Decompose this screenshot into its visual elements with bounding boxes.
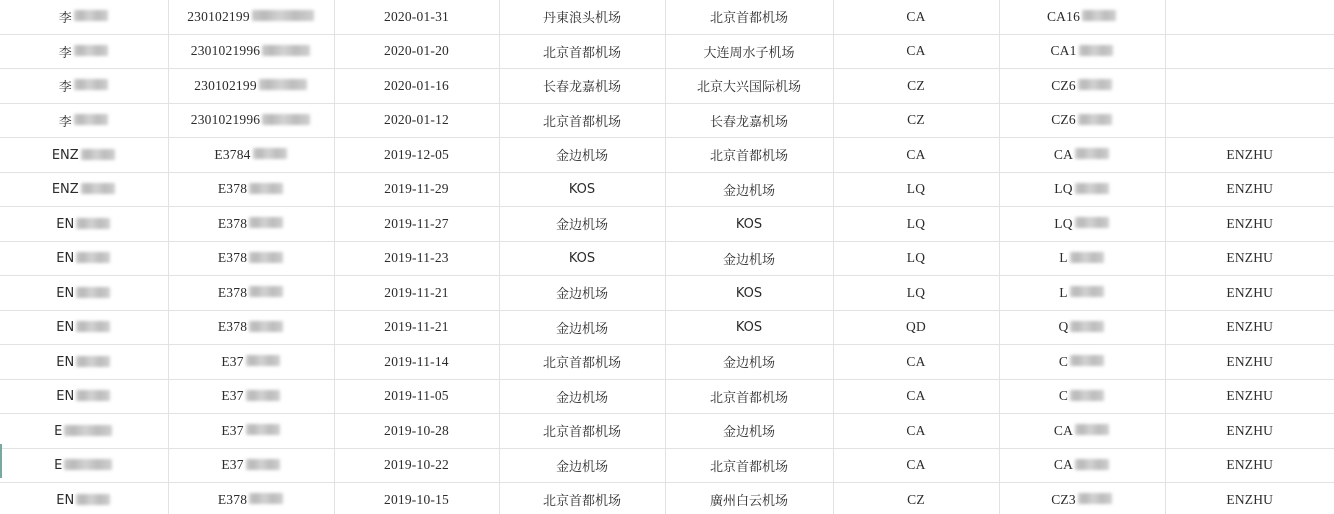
- table-row[interactable]: [0, 448, 1334, 483]
- airline-code-cell-text: LQ: [906, 215, 926, 231]
- departure-airport-cell: [499, 448, 665, 483]
- flight-number-cell: [999, 0, 1165, 34]
- passenger-name-cell-text: EN: [56, 389, 75, 405]
- operator-code-cell: [1165, 414, 1334, 449]
- flight-number-cell-text: CA: [1053, 422, 1074, 438]
- flight-number-cell-text: C: [1058, 353, 1069, 369]
- arrival-airport-cell-text: KOS: [735, 285, 763, 301]
- arrival-airport-cell: [665, 207, 833, 242]
- id-number-cell: [168, 207, 334, 242]
- operator-code-cell: [1165, 448, 1334, 483]
- arrival-airport-cell-text: 金边机场: [722, 356, 775, 372]
- arrival-airport-cell: [665, 69, 833, 104]
- table-row[interactable]: [0, 69, 1334, 104]
- id-number-cell: [168, 34, 334, 69]
- flight-date-cell-text: 2019-11-27: [384, 215, 449, 231]
- passenger-name-cell-text: EN: [56, 251, 75, 267]
- passenger-name-cell: [0, 241, 168, 276]
- flight-date-cell-text: 2020-01-20: [384, 43, 449, 59]
- id-number-cell-text: E37: [221, 422, 244, 438]
- departure-airport-cell: [499, 138, 665, 173]
- airline-code-cell-text: CA: [906, 8, 926, 24]
- redaction-block: [64, 459, 112, 470]
- arrival-airport-cell-text: 长春龙嘉机场: [709, 114, 788, 130]
- departure-airport-cell-text: 金边机场: [555, 459, 608, 475]
- airline-code-cell: [833, 448, 999, 483]
- id-number-cell: [168, 172, 334, 207]
- flight-date-cell: [334, 276, 499, 311]
- table-row[interactable]: [0, 34, 1334, 69]
- flight-number-cell: [999, 345, 1165, 380]
- operator-code-cell: [1165, 379, 1334, 414]
- flight-number-cell-text: CA: [1053, 146, 1074, 162]
- flight-date-cell-text: 2019-11-14: [384, 353, 449, 369]
- passenger-name-cell: [0, 448, 168, 483]
- arrival-airport-cell: [665, 310, 833, 345]
- arrival-airport-cell-text: 廣州白云机场: [709, 494, 788, 510]
- departure-airport-cell: [499, 172, 665, 207]
- redaction-block: [1078, 79, 1112, 90]
- table-row[interactable]: [0, 345, 1334, 380]
- arrival-airport-cell-text: 北京首都机场: [709, 11, 788, 27]
- passenger-name-cell-text: 李: [58, 80, 72, 96]
- flight-number-cell: [999, 69, 1165, 104]
- departure-airport-cell: [499, 0, 665, 34]
- redaction-block: [76, 218, 110, 229]
- flight-number-cell-text: C: [1058, 388, 1069, 404]
- arrival-airport-cell: [665, 345, 833, 380]
- arrival-airport-cell: [665, 172, 833, 207]
- flight-date-cell-text: 2019-11-21: [384, 319, 449, 335]
- id-number-cell-text: 2301021996: [190, 43, 261, 59]
- passenger-name-cell-text: E: [54, 458, 63, 474]
- redaction-block: [262, 114, 310, 125]
- departure-airport-cell-text: 丹東浪头机场: [542, 11, 621, 27]
- airline-code-cell: [833, 69, 999, 104]
- flight-number-cell: [999, 379, 1165, 414]
- id-number-cell: [168, 379, 334, 414]
- table-row[interactable]: [0, 138, 1334, 173]
- airline-code-cell-text: CA: [906, 353, 926, 369]
- id-number-cell-text: E37: [221, 353, 244, 369]
- flight-number-cell: [999, 34, 1165, 69]
- flight-date-cell-text: 2019-10-15: [384, 491, 449, 507]
- table-row[interactable]: [0, 103, 1334, 138]
- passenger-name-cell-text: EN: [56, 492, 75, 508]
- departure-airport-cell-text: 北京首都机场: [542, 425, 621, 441]
- departure-airport-cell: [499, 103, 665, 138]
- passenger-name-cell-text: EN: [56, 320, 75, 336]
- id-number-cell-text: E378: [217, 250, 248, 266]
- arrival-airport-cell-text: KOS: [735, 216, 763, 232]
- id-number-cell: [168, 448, 334, 483]
- redaction-block: [81, 149, 115, 160]
- flight-date-cell: [334, 172, 499, 207]
- flight-number-cell: [999, 241, 1165, 276]
- flight-date-cell: [334, 103, 499, 138]
- redaction-block: [1070, 286, 1104, 297]
- flight-number-cell: [999, 276, 1165, 311]
- airline-code-cell-text: LQ: [906, 181, 926, 197]
- flight-number-cell: [999, 310, 1165, 345]
- table-row[interactable]: [0, 276, 1334, 311]
- arrival-airport-cell-text: 北京首都机场: [709, 390, 788, 406]
- passenger-name-cell-text: 李: [58, 11, 72, 27]
- departure-airport-cell-text: 北京首都机场: [542, 356, 621, 372]
- flight-date-cell: [334, 483, 499, 514]
- passenger-name-cell-text: ENZ: [51, 147, 79, 163]
- redaction-block: [262, 45, 310, 56]
- flight-date-cell-text: 2019-12-05: [384, 146, 449, 162]
- departure-airport-cell: [499, 241, 665, 276]
- flight-number-cell: [999, 483, 1165, 514]
- departure-airport-cell-text: 长春龙嘉机场: [542, 80, 621, 96]
- airline-code-cell: [833, 241, 999, 276]
- flight-number-cell: [999, 414, 1165, 449]
- operator-code-cell-text: ENZHU: [1226, 457, 1274, 473]
- redaction-block: [74, 114, 108, 125]
- redaction-block: [76, 356, 110, 367]
- arrival-airport-cell: [665, 138, 833, 173]
- flight-date-cell-text: 2019-11-29: [384, 181, 449, 197]
- operator-code-cell: [1165, 207, 1334, 242]
- flight-date-cell-text: 2019-10-22: [384, 457, 449, 473]
- redaction-block: [1082, 10, 1116, 21]
- departure-airport-cell: [499, 345, 665, 380]
- flight-date-cell-text: 2019-11-23: [384, 250, 449, 266]
- airline-code-cell: [833, 172, 999, 207]
- flight-date-cell-text: 2019-11-05: [384, 388, 449, 404]
- redaction-block: [1075, 148, 1109, 159]
- table-row[interactable]: [0, 207, 1334, 242]
- flight-number-cell: [999, 172, 1165, 207]
- departure-airport-cell-text: 金边机场: [555, 287, 608, 303]
- id-number-cell: [168, 69, 334, 104]
- id-number-cell-text: E378: [217, 284, 248, 300]
- passenger-name-cell-text: E: [54, 423, 63, 439]
- id-number-cell-text: 2301021996: [190, 112, 261, 128]
- airline-code-cell: [833, 34, 999, 69]
- operator-code-cell: [1165, 69, 1334, 104]
- airline-code-cell-text: CA: [906, 388, 926, 404]
- redaction-block: [74, 45, 108, 56]
- passenger-name-cell: [0, 207, 168, 242]
- id-number-cell-text: E37: [221, 388, 244, 404]
- redaction-block: [76, 287, 110, 298]
- passenger-name-cell: [0, 34, 168, 69]
- passenger-name-cell-text: 李: [58, 45, 72, 61]
- flight-date-cell: [334, 241, 499, 276]
- id-number-cell: [168, 138, 334, 173]
- flight-number-cell: [999, 103, 1165, 138]
- departure-airport-cell: [499, 69, 665, 104]
- arrival-airport-cell-text: 金边机场: [722, 183, 775, 199]
- arrival-airport-cell: [665, 379, 833, 414]
- table-row[interactable]: [0, 0, 1334, 34]
- operator-code-cell-text: ENZHU: [1226, 181, 1274, 197]
- flight-date-cell-text: 2019-11-21: [384, 284, 449, 300]
- flight-date-cell-text: 2020-01-31: [384, 8, 449, 24]
- passenger-name-cell: [0, 379, 168, 414]
- id-number-cell-text: E378: [217, 491, 248, 507]
- id-number-cell: [168, 310, 334, 345]
- flight-date-cell: [334, 310, 499, 345]
- passenger-name-cell: [0, 310, 168, 345]
- operator-code-cell: [1165, 276, 1334, 311]
- operator-code-cell: [1165, 103, 1334, 138]
- redaction-block: [76, 494, 110, 505]
- airline-code-cell: [833, 379, 999, 414]
- redaction-block: [76, 390, 110, 401]
- flight-date-cell: [334, 69, 499, 104]
- operator-code-cell-text: ENZHU: [1226, 353, 1274, 369]
- operator-code-cell: [1165, 138, 1334, 173]
- id-number-cell: [168, 414, 334, 449]
- redaction-block: [74, 79, 108, 90]
- airline-code-cell-text: CA: [906, 146, 926, 162]
- passenger-name-cell: [0, 483, 168, 514]
- flight-number-cell-text: CZ3: [1051, 491, 1076, 507]
- passenger-name-cell-text: EN: [56, 354, 75, 370]
- table-row[interactable]: [0, 414, 1334, 449]
- redaction-block: [249, 183, 283, 194]
- flight-number-cell-text: Q: [1058, 319, 1069, 335]
- flight-number-cell-text: L: [1059, 250, 1068, 266]
- passenger-name-cell: [0, 172, 168, 207]
- arrival-airport-cell-text: 北京首都机场: [709, 149, 788, 165]
- flight-date-cell: [334, 34, 499, 69]
- table-row[interactable]: [0, 379, 1334, 414]
- operator-code-cell: [1165, 310, 1334, 345]
- airline-code-cell: [833, 138, 999, 173]
- departure-airport-cell-text: 金边机场: [555, 149, 608, 165]
- airline-code-cell-text: CA: [906, 43, 926, 59]
- redaction-block: [1070, 355, 1104, 366]
- redaction-block: [1075, 459, 1109, 470]
- departure-airport-cell: [499, 207, 665, 242]
- airline-code-cell: [833, 414, 999, 449]
- airline-code-cell: [833, 276, 999, 311]
- redaction-block: [1079, 45, 1113, 56]
- id-number-cell: [168, 483, 334, 514]
- row-selection-marker: [0, 444, 2, 478]
- redaction-block: [1075, 217, 1109, 228]
- arrival-airport-cell: [665, 103, 833, 138]
- passenger-name-cell-text: ENZ: [51, 182, 79, 198]
- flight-number-cell-text: LQ: [1054, 215, 1073, 231]
- arrival-airport-cell-text: 北京首都机场: [709, 459, 788, 475]
- airline-code-cell: [833, 0, 999, 34]
- departure-airport-cell-text: KOS: [568, 182, 596, 198]
- id-number-cell: [168, 345, 334, 380]
- redaction-block: [252, 10, 314, 21]
- arrival-airport-cell: [665, 276, 833, 311]
- arrival-airport-cell-text: 北京大兴国际机场: [696, 80, 801, 96]
- id-number-cell: [168, 276, 334, 311]
- redaction-block: [246, 459, 280, 470]
- airline-code-cell: [833, 207, 999, 242]
- airline-code-cell: [833, 345, 999, 380]
- arrival-airport-cell: [665, 414, 833, 449]
- departure-airport-cell: [499, 414, 665, 449]
- flight-date-cell: [334, 207, 499, 242]
- passenger-name-cell: [0, 345, 168, 380]
- departure-airport-cell-text: 金边机场: [555, 321, 608, 337]
- passenger-name-cell: [0, 276, 168, 311]
- operator-code-cell: [1165, 483, 1334, 514]
- airline-code-cell-text: LQ: [906, 284, 926, 300]
- passenger-name-cell: [0, 138, 168, 173]
- flight-number-cell: [999, 448, 1165, 483]
- redaction-block: [1075, 183, 1109, 194]
- operator-code-cell-text: ENZHU: [1226, 146, 1274, 162]
- operator-code-cell: [1165, 241, 1334, 276]
- id-number-cell-text: 230102199: [194, 77, 257, 93]
- redaction-block: [76, 321, 110, 332]
- id-number-cell-text: E378: [217, 215, 248, 231]
- id-number-cell-text: E378: [217, 181, 248, 197]
- departure-airport-cell-text: 金边机场: [555, 218, 608, 234]
- airline-code-cell: [833, 310, 999, 345]
- arrival-airport-cell-text: KOS: [735, 320, 763, 336]
- redaction-block: [249, 321, 283, 332]
- redaction-block: [249, 286, 283, 297]
- redaction-block: [1070, 390, 1104, 401]
- redaction-block: [246, 424, 280, 435]
- redaction-block: [81, 183, 115, 194]
- departure-airport-cell: [499, 310, 665, 345]
- operator-code-cell-text: ENZHU: [1226, 388, 1274, 404]
- id-number-cell-text: E378: [217, 319, 248, 335]
- redaction-block: [1078, 114, 1112, 125]
- redaction-block: [64, 425, 112, 436]
- redaction-block: [249, 252, 283, 263]
- operator-code-cell-text: ENZHU: [1226, 422, 1274, 438]
- flight-number-cell-text: CA: [1053, 457, 1074, 473]
- id-number-cell: [168, 103, 334, 138]
- flight-date-cell: [334, 345, 499, 380]
- departure-airport-cell: [499, 483, 665, 514]
- arrival-airport-cell: [665, 448, 833, 483]
- arrival-airport-cell: [665, 483, 833, 514]
- arrival-airport-cell-text: 金边机场: [722, 425, 775, 441]
- flight-number-cell-text: L: [1059, 284, 1068, 300]
- operator-code-cell-text: ENZHU: [1226, 215, 1274, 231]
- flight-date-cell: [334, 138, 499, 173]
- passenger-name-cell: [0, 69, 168, 104]
- passenger-name-cell: [0, 0, 168, 34]
- table-row[interactable]: [0, 241, 1334, 276]
- redaction-block: [246, 355, 280, 366]
- airline-code-cell-text: QD: [906, 319, 926, 335]
- redaction-block: [1075, 424, 1109, 435]
- flight-number-cell-text: CA1: [1050, 43, 1077, 59]
- redaction-block: [1078, 493, 1112, 504]
- operator-code-cell-text: ENZHU: [1226, 284, 1274, 300]
- flight-date-cell-text: 2020-01-16: [384, 77, 449, 93]
- departure-airport-cell-text: 北京首都机场: [542, 45, 621, 61]
- passenger-name-cell-text: EN: [56, 285, 75, 301]
- flight-date-cell: [334, 379, 499, 414]
- departure-airport-cell: [499, 276, 665, 311]
- flight-number-cell-text: CZ6: [1051, 77, 1076, 93]
- arrival-airport-cell: [665, 241, 833, 276]
- departure-airport-cell-text: 北京首都机场: [542, 494, 621, 510]
- table-row[interactable]: [0, 172, 1334, 207]
- departure-airport-cell: [499, 379, 665, 414]
- flight-date-cell: [334, 0, 499, 34]
- flight-number-cell: [999, 138, 1165, 173]
- redaction-block: [1070, 321, 1104, 332]
- departure-airport-cell-text: KOS: [568, 251, 596, 267]
- departure-airport-cell-text: 金边机场: [555, 390, 608, 406]
- passenger-name-cell-text: 李: [58, 114, 72, 130]
- redaction-block: [259, 79, 307, 90]
- flight-date-cell-text: 2020-01-12: [384, 112, 449, 128]
- id-number-cell-text: 230102199: [187, 8, 250, 24]
- operator-code-cell-text: ENZHU: [1226, 491, 1274, 507]
- flight-date-cell-text: 2019-10-28: [384, 422, 449, 438]
- flight-date-cell: [334, 448, 499, 483]
- redaction-block: [74, 10, 108, 21]
- airline-code-cell-text: CA: [906, 422, 926, 438]
- airline-code-cell: [833, 483, 999, 514]
- operator-code-cell-text: ENZHU: [1226, 319, 1274, 335]
- flight-number-cell-text: CZ6: [1051, 112, 1076, 128]
- flight-number-cell-text: LQ: [1054, 181, 1073, 197]
- airline-code-cell-text: CA: [906, 457, 926, 473]
- airline-code-cell: [833, 103, 999, 138]
- table-row[interactable]: [0, 310, 1334, 345]
- departure-airport-cell-text: 北京首都机场: [542, 114, 621, 130]
- redaction-block: [249, 493, 283, 504]
- airline-code-cell-text: CZ: [907, 112, 925, 128]
- redaction-block: [253, 148, 287, 159]
- redaction-block: [246, 390, 280, 401]
- id-number-cell: [168, 0, 334, 34]
- airline-code-cell-text: CZ: [907, 491, 925, 507]
- operator-code-cell: [1165, 345, 1334, 380]
- passenger-name-cell-text: EN: [56, 216, 75, 232]
- arrival-airport-cell-text: 大连周水子机场: [703, 45, 795, 61]
- departure-airport-cell: [499, 34, 665, 69]
- operator-code-cell-text: ENZHU: [1226, 250, 1274, 266]
- table-row[interactable]: [0, 483, 1334, 514]
- airline-code-cell-text: CZ: [907, 77, 925, 93]
- redaction-block: [249, 217, 283, 228]
- arrival-airport-cell: [665, 0, 833, 34]
- operator-code-cell: [1165, 0, 1334, 34]
- passenger-name-cell: [0, 103, 168, 138]
- flight-date-cell: [334, 414, 499, 449]
- id-number-cell-text: E37: [221, 457, 244, 473]
- arrival-airport-cell: [665, 34, 833, 69]
- redaction-block: [76, 252, 110, 263]
- id-number-cell-text: E3784: [214, 146, 251, 162]
- id-number-cell: [168, 241, 334, 276]
- redaction-block: [1070, 252, 1104, 263]
- flight-number-cell-text: CA16: [1046, 8, 1081, 24]
- arrival-airport-cell-text: 金边机场: [722, 252, 775, 268]
- operator-code-cell: [1165, 172, 1334, 207]
- flight-number-cell: [999, 207, 1165, 242]
- passenger-name-cell: [0, 414, 168, 449]
- operator-code-cell: [1165, 34, 1334, 69]
- airline-code-cell-text: LQ: [906, 250, 926, 266]
